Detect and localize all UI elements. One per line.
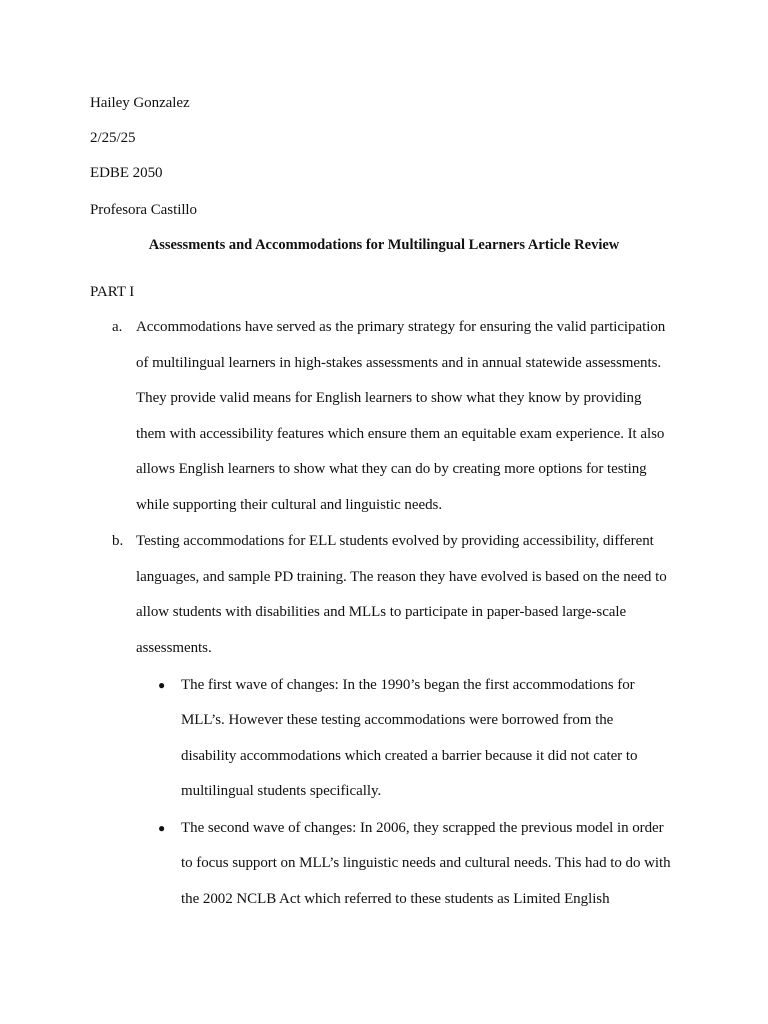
bullet-icon: ● <box>158 821 166 835</box>
bullet-line: multilingual students specifically. <box>181 783 382 799</box>
bullet-icon: ● <box>158 678 166 692</box>
bullet-line: The second wave of changes: In 2006, they scrapped the previous model in order <box>181 820 664 836</box>
student-name: Hailey Gonzalez <box>90 95 190 111</box>
bullet-line: the 2002 NCLB Act which referred to these students as Limited English <box>181 891 610 907</box>
paragraph-line: allows English learners to show what they can do by creating more options for testing <box>136 461 647 477</box>
paragraph-line: Testing accommodations for ELL students evolved by providing accessibility, different <box>136 533 654 549</box>
paragraph-line: Accommodations have served as the primary strategy for ensuring the valid participation <box>136 319 666 335</box>
paragraph-line: them with accessibility features which ensure them an equitable exam experience. It also <box>136 426 665 442</box>
bullet-line: disability accommodations which created a barrier because it did not cater to <box>181 748 638 764</box>
bullet-line: MLL’s. However these testing accommodations were borrowed from the <box>181 712 614 728</box>
document-title: Assessments and Accommodations for Multilingual Learners Article Review <box>148 237 620 253</box>
paragraph-line: They provide valid means for English learners to show what they know by providing <box>136 390 642 406</box>
course-code: EDBE 2050 <box>90 165 163 181</box>
paragraph-line: allow students with disabilities and MLLs to participate in paper-based large-scale <box>136 604 627 620</box>
part-heading: PART I <box>90 284 135 300</box>
paragraph-line: while supporting their cultural and linguistic needs. <box>136 497 443 513</box>
paragraph-line: languages, and sample PD training. The reason they have evolved is based on the need to <box>136 569 667 585</box>
list-marker: a. <box>112 319 123 335</box>
bullet-line: The first wave of changes: In the 1990’s began the first accommodations for <box>181 677 635 693</box>
paragraph-line: assessments. <box>136 640 212 656</box>
list-marker: b. <box>112 533 124 549</box>
bullet-line: to focus support on MLL’s linguistic needs and cultural needs. This had to do with <box>181 855 671 871</box>
paragraph-line: of multilingual learners in high-stakes assessments and in annual statewide assessments. <box>136 355 662 371</box>
professor-name: Profesora Castillo <box>90 202 198 218</box>
date: 2/25/25 <box>90 130 136 146</box>
